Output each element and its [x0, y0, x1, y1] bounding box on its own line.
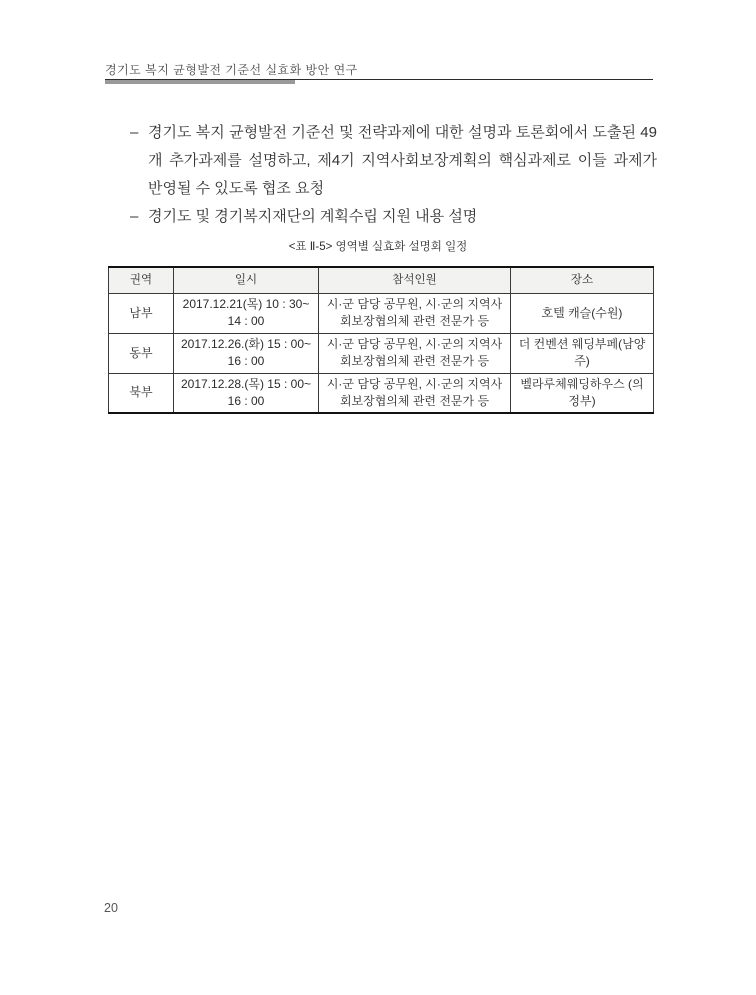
- column-header-attendees: 참석인원: [319, 267, 511, 293]
- column-header-venue: 장소: [511, 267, 654, 293]
- table-caption: <표 Ⅱ-5> 영역별 실효화 설명회 일정: [288, 241, 468, 253]
- cell-datetime: 2017.12.26.(화) 15 : 00~ 16 : 00: [174, 333, 319, 373]
- cell-attendees: 시·군 담당 공무원, 시·군의 지역사회보장협의체 관련 전문가 등: [319, 373, 511, 413]
- header-rule-accent: [105, 80, 295, 84]
- cell-region: 북부: [109, 373, 174, 413]
- header-rule: [105, 79, 653, 84]
- bullet-marker: –: [130, 124, 139, 141]
- bullet-text: 경기도 복지 균형발전 기준선 및 전략과제에 대한 설명과 토론회에서 도출된 49개 추가과제를 설명하고, 제4기 지역사회보장계획의 핵심과제로 이들 과제가 반영될 수 있도록 협조 요청: [148, 124, 657, 197]
- bullet-text: 경기도 및 경기복지재단의 계획수립 지원 내용 설명: [148, 208, 478, 225]
- page-number: 20: [104, 901, 118, 915]
- bullet-item: [130, 203, 657, 231]
- cell-venue: 호텔 캐슬(수원): [511, 293, 654, 333]
- cell-attendees: 시·군 담당 공무원, 시·군의 지역사회보장협의체 관련 전문가 등: [319, 333, 511, 373]
- cell-venue: 더 컨벤션 웨딩부페(남양주): [511, 333, 654, 373]
- table-header-row: [109, 267, 654, 293]
- bullet-item: [130, 119, 657, 203]
- table-row: [109, 293, 654, 333]
- column-header-datetime: 일시: [174, 267, 319, 293]
- schedule-table: [108, 266, 654, 414]
- cell-datetime: 2017.12.21(목) 10 : 30~ 14 : 00: [174, 293, 319, 333]
- cell-datetime: 2017.12.28.(목) 15 : 00~ 16 : 00: [174, 373, 319, 413]
- body-bullet-list: [130, 119, 657, 231]
- table-row: [109, 373, 654, 413]
- bullet-marker: –: [130, 208, 139, 225]
- cell-region: 동부: [109, 333, 174, 373]
- cell-venue: 벨라루체웨딩하우스 (의정부): [511, 373, 654, 413]
- cell-attendees: 시·군 담당 공무원, 시·군의 지역사회보장협의체 관련 전문가 등: [319, 293, 511, 333]
- table-row: [109, 333, 654, 373]
- cell-region: 남부: [109, 293, 174, 333]
- running-header: 경기도 복지 균형발전 기준선 실효화 방안 연구: [105, 63, 358, 77]
- column-header-region: 권역: [109, 267, 174, 293]
